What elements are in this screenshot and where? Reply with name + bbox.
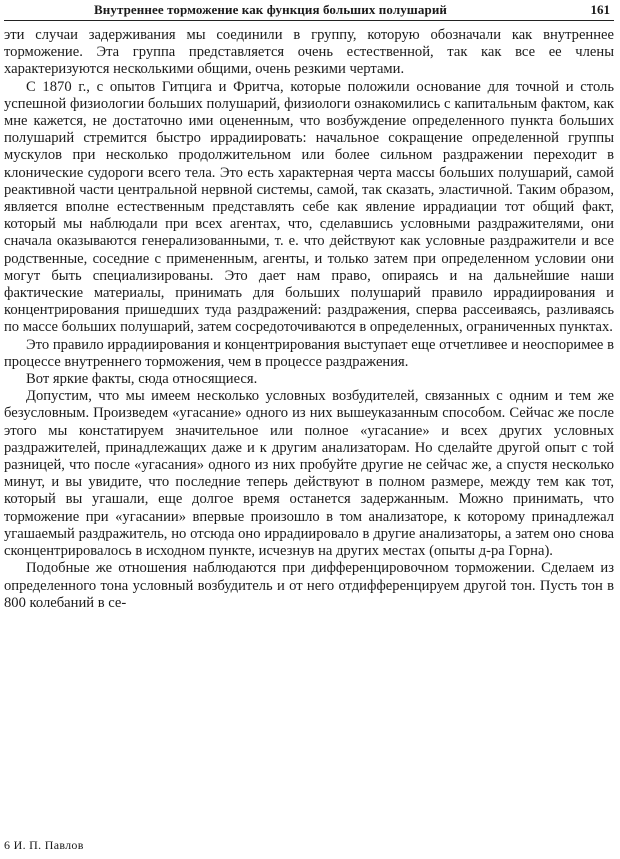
running-title: Внутреннее торможение как функция больших полушарий — [94, 2, 447, 17]
paragraph: С 1870 г., с опытов Гитцига и Фритча, которые положили основание для точной и столь успешной физиологии больших полушарий, физиологи ознакомились с капитальным фактом, как мне кажется, не достаточно ими оцененным, что возбуждение определенного пункта больших полушарий стремится быстро иррадиировать: начальное сокращение определенной группы мускулов при несколько продолжительном или более сильном раздражении переходит в клонические судороги всего тела. Это есть характерная черта массы больших полушарий, самой реактивной части центральной нервной системы, самой, так сказать, эластичной. Таким образом, является вполне естественным представлять себе как явление иррадиации тот общий факт, который мы наблюдали при всех агентах, что, сделавшись условными раздражителями, они сначала оказываются генерализованными, т. е. что действуют как условные раздражители и все родственные, соседние с примененным, агенты, и только затем при определенном условии они могут быть специализированы. Это дает нам право, опираясь и на дальнейшие наши фактические материалы, принимать для больших полушарий правило иррадиирования и концентрирования пришедших туда раздражений: раздражения, сперва расcеиваясь, разливаясь по массе больших полушарий, затем сосредоточиваются в определенных, ограниченных пунктах. — [4, 78, 614, 336]
body-text — [4, 27, 614, 612]
running-head — [4, 0, 614, 21]
page-number: 161 — [590, 2, 610, 17]
printer-signature: 6 И. П. Павлов — [4, 838, 84, 852]
paragraph: Вот яркие факты, сюда относящиеся. — [26, 371, 258, 388]
paragraph: Это правило иррадиирования и концентрирования выступает еще отчетливее и неоспоримее в процессе внутреннего торможения, чем в процессе раздражения. — [4, 336, 614, 370]
paragraph: эти случаи задерживания мы соединили в группу, которую обозначали как внутреннее торможение. Эта группа представляется очень естественной, так как все ее члены характеризуются несколькими общими, очень резкими чертами. — [4, 27, 614, 78]
paragraph: Допустим, что мы имеем несколько условных возбудителей, связанных с одним и тем же безусловным. Произведем «угасание» одного из них вышеуказанным способом. Сейчас же после этого мы констатируем значительное или полное «угасание» и всех других условных раздражителей, принадлежащих даже и к другим анализаторам. Но сделайте другой опыт с той разницей, что после «угасания» одного из них пробуйте другие не сейчас же, а спустя несколько минут, и вы увидите, что последние теперь действуют в полном размере, между тем как тот, который вы угашали, еще долгое время останется задержанным. Можно принимать, что торможение при «угасании» впервые произошло в том анализаторе, к которому принадлежал угашаемый раздражитель, но отсюда оно иррадиировало в другие анализаторы, а затем оно снова сконцентрировалось в исходном пункте, исчезнув на других местах (опыты д-ра Горна). — [4, 388, 614, 560]
paragraph: Подобные же отношения наблюдаются при дифференцировочном торможении. Сделаем из определенного тона условный возбудитель и от него отдифференцируем другой тон. Пусть тон в 800 колебаний в се- — [4, 560, 614, 611]
